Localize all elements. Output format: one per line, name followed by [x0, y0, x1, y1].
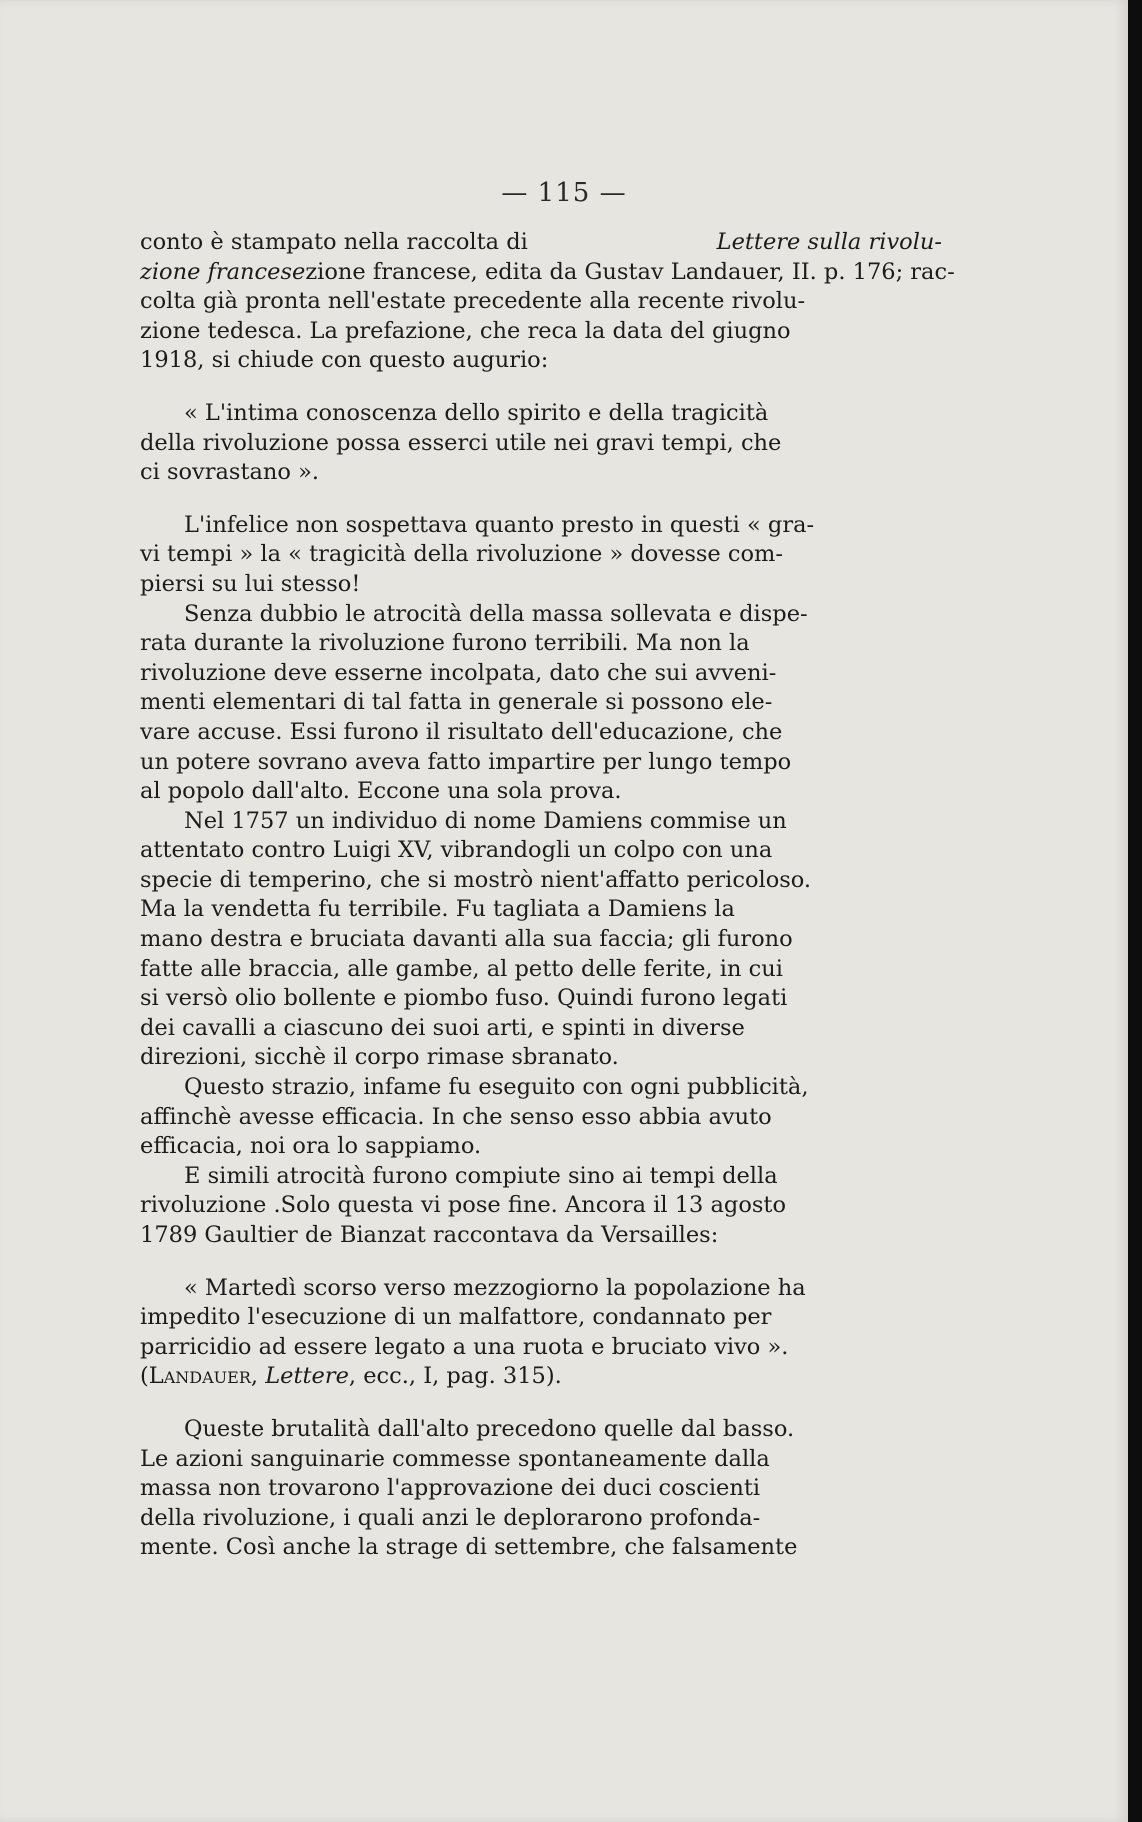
text-line: della rivoluzione, i quali anzi le deplorarono profonda-: [140, 1504, 761, 1531]
text-line: specie di temperino, che si mostrò nient'affatto pericoloso.: [140, 866, 812, 893]
text-line: Questo strazio, infame fu eseguito con ogni pubblicità,: [184, 1074, 809, 1101]
text-line: menti elementari di tal fatta in generale si possono ele-: [140, 689, 773, 716]
text-line: mente. Così anche la strage di settembre, che falsamente: [140, 1534, 798, 1561]
text-line: Queste brutalità dall'alto precedono quelle dal basso.: [184, 1415, 795, 1442]
text-line: attentato contro Luigi XV, vibrandogli un colpo con una: [140, 837, 773, 864]
citation-line: ( Landauer , Lettere , ecc., I, pag. 315).: [140, 1363, 562, 1390]
text-line: vare accuse. Essi furono il risultato dell'educazione, che: [140, 718, 783, 745]
text-line: si versò olio bollente e piombo fuso. Quindi furono legati: [140, 985, 788, 1012]
text-line: zione francese zione francese, edita da Gustav Landauer, II. p. 176; rac-: [140, 258, 955, 285]
text-line: 1918, si chiude con questo augurio:: [140, 347, 549, 374]
quote-line: ci sovrastano ».: [140, 459, 320, 486]
quote-line: parricidio ad essere legato a una ruota e bruciato vivo ».: [140, 1333, 789, 1360]
text-line: mano destra e bruciata davanti alla sua faccia; gli furono: [140, 926, 793, 953]
quote-line: « L'intima conoscenza dello spirito e della tragicità: [184, 399, 769, 426]
text-line: affinchè avesse efficacia. In che senso esso abbia avuto: [140, 1103, 772, 1130]
text-line: direzioni, sicchè il corpo rimase sbranato.: [140, 1044, 619, 1071]
text-line: conto è stampato nella raccolta di Lettere sulla rivolu-: [140, 229, 942, 255]
text-line: piersi su lui stesso!: [140, 570, 361, 597]
scan-edge: [1128, 0, 1142, 1822]
text-line: rivoluzione .Solo questa vi pose fine. Ancora il 13 agosto: [140, 1192, 786, 1219]
text-line: rivoluzione deve esserne incolpata, dato che sui avveni-: [140, 659, 777, 686]
text-line: un potere sovrano aveva fatto impartire per lungo tempo: [140, 748, 792, 775]
quote-line: della rivoluzione possa esserci utile nei gravi tempi, che: [140, 429, 782, 456]
text-line: rata durante la rivoluzione furono terribili. Ma non la: [140, 630, 750, 657]
quote-line: impedito l'esecuzione di un malfattore, condannato per: [140, 1304, 772, 1331]
text-line: Le azioni sanguinarie commesse spontaneamente dalla: [140, 1445, 770, 1472]
text-line: 1789 Gaultier de Bianzat raccontava da Versailles:: [140, 1222, 719, 1248]
page-text: [140, 228, 955, 1563]
text-line: vi tempi » la « tragicità della rivoluzione » dovesse com-: [140, 541, 783, 568]
text-line: fatte alle braccia, alle gambe, al petto delle ferite, in cui: [140, 955, 783, 982]
text-line: dei cavalli a ciascuno dei suoi arti, e spinti in diverse: [140, 1014, 745, 1041]
text-line: massa non trovarono l'approvazione dei duci coscienti: [140, 1475, 761, 1502]
text-line: zione tedesca. La prefazione, che reca la data del giugno: [140, 317, 791, 344]
text-line: efficacia, noi ora lo sappiamo.: [140, 1133, 482, 1160]
page-number: — 115 —: [501, 178, 627, 208]
text-line: E simili atrocità furono compiute sino ai tempi della: [184, 1162, 778, 1189]
text-line: L'infelice non sospettava quanto presto in questi « gra-: [184, 511, 815, 538]
text-line: colta già pronta nell'estate precedente alla recente rivolu-: [140, 288, 806, 315]
text-line: Ma la vendetta fu terribile. Fu tagliata a Damiens la: [140, 896, 735, 923]
text-line: al popolo dall'alto. Eccone una sola prova.: [140, 778, 622, 805]
quote-line: « Martedì scorso verso mezzogiorno la popolazione ha: [184, 1274, 806, 1301]
text-line: Nel 1757 un individuo di nome Damiens commise un: [184, 807, 787, 834]
text-line: Senza dubbio le atrocità della massa sollevata e dispe-: [184, 600, 808, 627]
